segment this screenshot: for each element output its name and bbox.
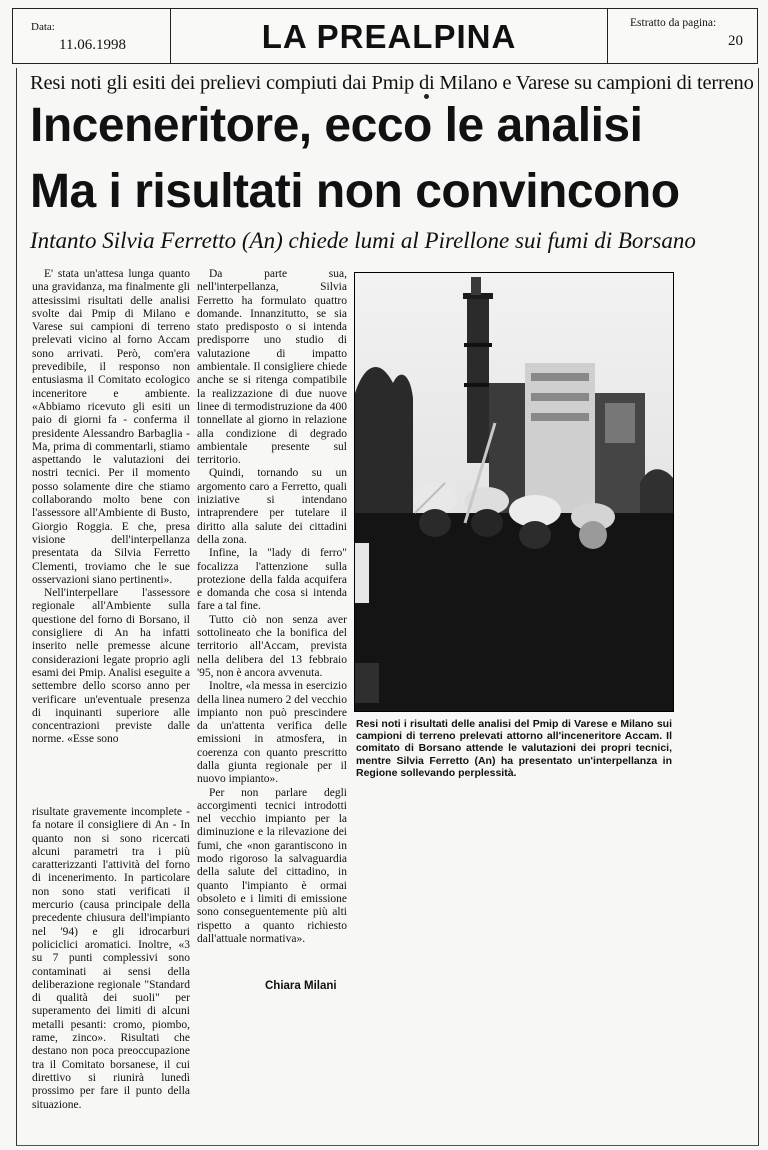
- photo-caption: Resi noti i risultati delle analisi del Pmip di Varese e Milano sui campioni di terreno prelevati attorno all'inceneritore Accam. Il comitato di Borsano attende le valutazioni dei propri tecnici, mentre Silvia Ferretto (An) ha presentato un'interpellanza in Regione sollevando perplessità.: [356, 718, 672, 779]
- page-number: 20: [728, 33, 743, 49]
- page-cell: [608, 9, 756, 63]
- article-kicker: Resi noti gli esiti dei prelievi compiuti dai Pmip di Milano e Varese su campioni di terreno: [30, 72, 754, 94]
- paragraph: Per non parlare degli accorgimenti tecnici introdotti nel vecchio impianto per la diminuzione e la rilevazione dei fumi, che «non garantiscono in modo rigoroso la salvaguardia della salute del cittadino, in quanto l'impianto è ormai obsoleto e i limiti di emissione sono conseguentemente più alti rispetto a quanto richiesto dall'attuale normativa».: [197, 786, 347, 945]
- headline-line-1: Inceneritore, ecco le analisi: [30, 99, 643, 152]
- clipping-header: [12, 8, 758, 64]
- date-value: 11.06.1998: [59, 37, 126, 53]
- article-subhead: Intanto Silvia Ferretto (An) chiede lumi al Pirellone sui fumi di Borsano: [30, 228, 696, 253]
- paragraph: E' stata un'attesa lunga quanto una gravidanza, ma finalmente gli attesissimi risultati delle analisi svolte dai Pmip di Milano e Varese sui campioni di terreno prelevati vicino al forno Accam sono arrivati. Però, com'era prevedibile, il responso non entusiasma il Comitato ecologico inceneritore e ambiente. «Abbiamo ricevuto gli esiti un paio di giorni fa - conferma il presidente Alessandro Barbaglia - Ma, prima di commentarli, stiamo aspettando le valutazioni dei nostri tecnici. Per il momento posso solamente dire che stiamo collaborando molto bene con l'assessore all'Ambiente di Busto, Giorgio Roggia. E che, presa visione dell'interpellanza presentata da Silvia Ferretto Clementi, troviamo che le sue osservazioni siano pertinenti».: [32, 268, 190, 586]
- paragraph: risultate gravemente incomplete - fa notare il consigliere di An - In quanto non si sono ricercati alcuni parametri tra i più caratterizzanti l'attività del forno di incenerimento. In particolare non sono stati verificati il mercurio (causa principale della precedente chiusura dell'impianto nel '94) e gli idrocarburi policiclici aromatici. Inoltre, «3 su 7 punti complessivi sono contaminati ai sensi della deliberazione regionale "Standard di qualità dei suoli" per superamento dei limiti di alcuni metalli pesanti: cromo, piombo, rame, zinco». Risultati che destano non poca preoccupazione tra il Comitato borsanese, il cui direttivo si riunirà lunedì prossimo per fare il punto della situazione.: [32, 806, 190, 1111]
- paragraph: Da parte sua, nell'interpellanza, Silvia Ferretto ha formulato quattro domande. Innanzitutto, se sia stato predisposto o si intenda predisporre uno studio di valutazione di impatto ambientale. Il consigliere chiede anche se si ritenga compatibile la realizzazione di due nuove linee di termodistruzione da 400 tonnellate al giorno in relazione alla condizione di degrado ambientale presente sul territorio.: [197, 268, 347, 467]
- paragraph: Infine, la "lady di ferro" focalizza l'attenzione sulla protezione della falda acquifera e domanda che cosa si intenda fare a tal fine.: [197, 547, 347, 613]
- column-1-continued: [32, 806, 190, 1112]
- article-byline: Chiara Milani: [265, 980, 337, 992]
- date-label: Data:: [31, 21, 55, 33]
- paragraph: Tutto ciò non senza aver sottolineato che la bonifica del territorio all'Accam, prevista nella delibera del 13 febbraio '95, non è ancora avvenuta.: [197, 613, 347, 679]
- newspaper-name: LA PREALPINA: [261, 18, 517, 55]
- column-2: [197, 268, 347, 946]
- column-1: [32, 268, 190, 747]
- date-cell: [13, 9, 171, 63]
- masthead-cell: [171, 9, 608, 63]
- photo-illustration: [355, 273, 673, 711]
- paragraph: Inoltre, «la messa in esercizio della linea numero 2 del vecchio impianto non può prescindere da un'attenta verifica delle emissioni in atmosfera, in coerenza con quanto prescritto dalla giunta regionale per il nuovo impianto».: [197, 680, 347, 786]
- protest-photo: [354, 272, 674, 712]
- paragraph: Quindi, tornando su un argomento caro a Ferretto, quali iniziative si intendano intraprendere per tutelare il diritto alla salute dei cittadini della zona.: [197, 467, 347, 546]
- paragraph: Nell'interpellare l'assessore regionale all'Ambiente sulla questione del forno di Borsano, il consigliere di An ha infatti inserito nelle premesse alcune considerazioni legate proprio agli esami dei Pmip. Analisi eseguite a settembre dello scorso anno per verificare un'eventuale presenza di inquinanti superiore alle concentrazioni previste dalle norme. «Esse sono: [32, 587, 190, 746]
- extract-label: Estratto da pagina:: [630, 17, 717, 29]
- headline-line-2: Ma i risultati non convincono: [30, 165, 680, 218]
